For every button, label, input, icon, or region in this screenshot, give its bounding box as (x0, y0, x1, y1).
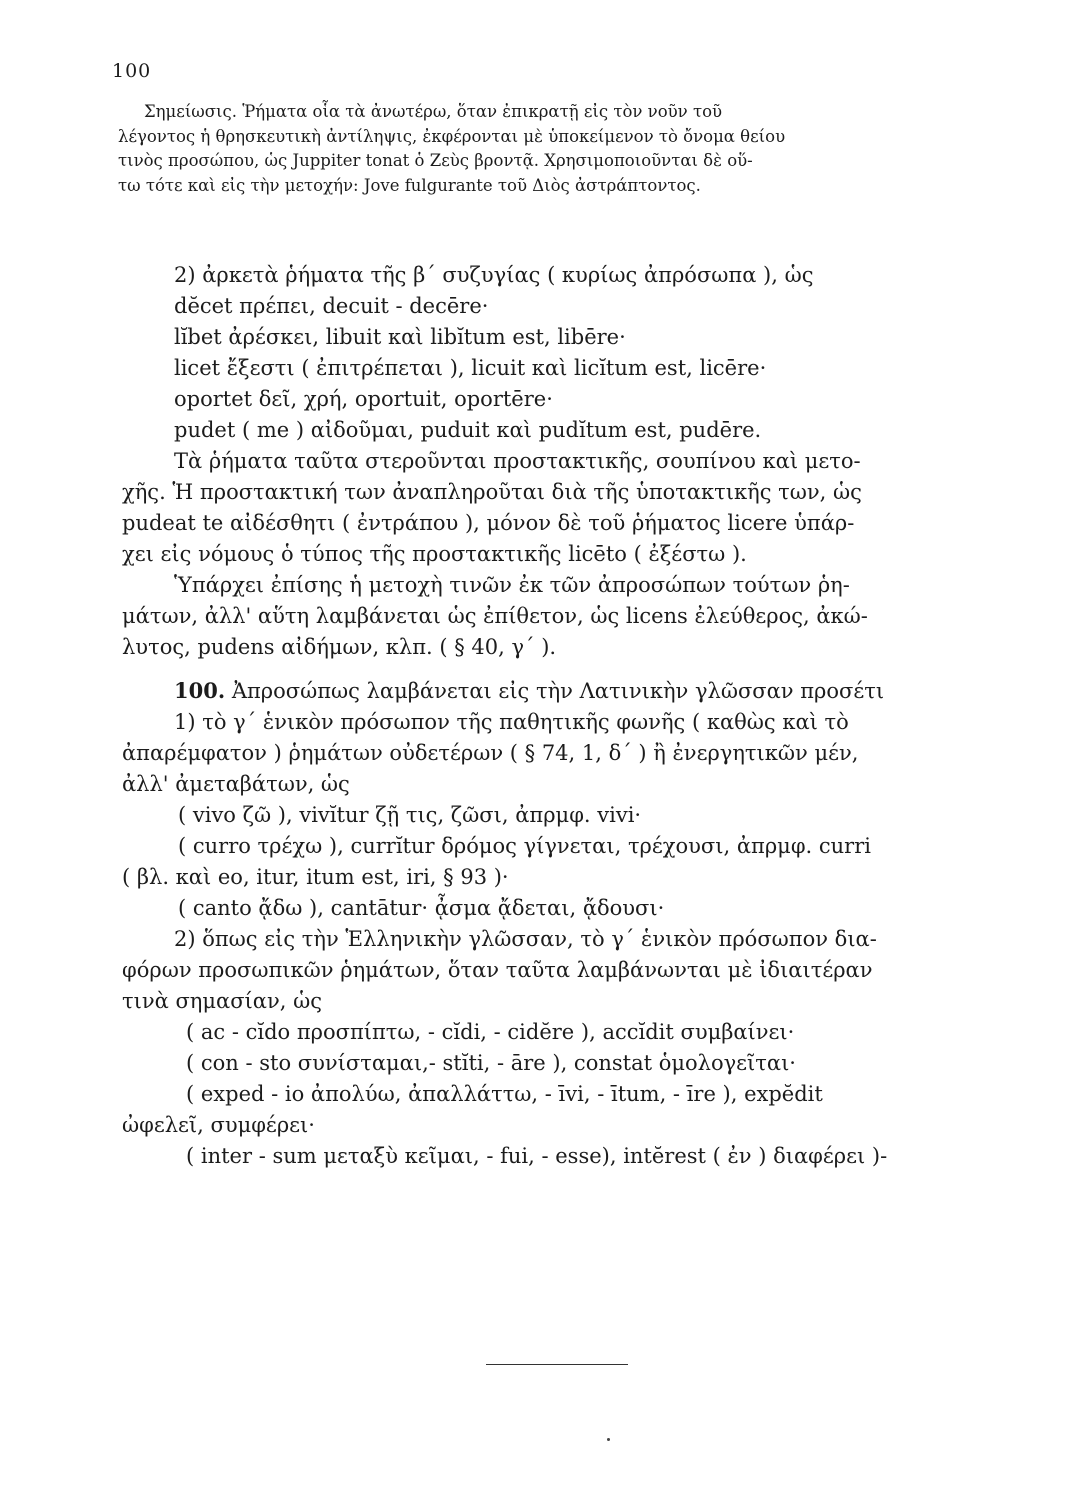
footnote-rule (486, 1364, 628, 1365)
text-line: dĕcet πρέπει, decuit - decēre· (174, 294, 489, 318)
note-line: τινὸς προσώπου, ὡς Juppiter tonat ὁ Ζεὺς βροντᾷ. Χρησιμοποιοῦνται δὲ οὕ- (118, 151, 753, 170)
text-line: pudeat te αἰδέσθητι ( ἐντράπου ), μόνον δὲ τοῦ ῥήματος licere ὑπάρ- (122, 511, 855, 535)
note-line: Σημείωσις. Ῥήματα οἷα τὰ ἀνωτέρω, ὅταν ἐπικρατῇ εἰς τὸν νοῦν τοῦ (144, 102, 723, 121)
example-line: ( exped - io ἀπολύω, ἀπαλλάττω, - īvi, - ītum, - īre ), expĕdit (186, 1082, 823, 1106)
text-line: φόρων προσωπικῶν ῥημάτων, ὅταν ταῦτα λαμβάνωνται μὲ ἰδιαιτέραν (122, 958, 873, 982)
text-line: pudet ( me ) αἰδοῦμαι, puduit καὶ pudĭtum est, pudēre. (174, 418, 762, 442)
example-line: ( vivo ζῶ ), vivĭtur ζῇ τις, ζῶσι, ἀπρμφ. vivi· (178, 803, 642, 827)
text-line: ἀλλ' ἀμεταβάτων, ὡς (122, 772, 350, 796)
example-line: ( ac - cĭdo προσπίπτω, - cĭdi, - cidĕre ), accĭdit συμβαίνει· (186, 1020, 795, 1044)
example-line: ( curro τρέχω ), currĭtur δρόμος γίγνεται, τρέχουσι, ἀπρμφ. curri (178, 834, 871, 858)
text-line: χει εἰς νόμους ὁ τύπος τῆς προστακτικῆς licēto ( ἐξέστω ). (122, 542, 747, 566)
text-line: 1) τὸ γ΄ ἑνικὸν πρόσωπον τῆς παθητικῆς φωνῆς ( καθὼς καὶ τὸ (174, 710, 849, 734)
text-line: Τὰ ῥήματα ταῦτα στεροῦνται προστακτικῆς, σουπίνου καὶ μετο- (174, 449, 861, 473)
ink-dot (607, 1438, 610, 1441)
text-line: μάτων, ἀλλ' αὕτη λαμβάνεται ὡς ἐπίθετον, ὡς licens ἐλεύθερος, ἀκώ- (122, 604, 868, 628)
example-line: ( βλ. καὶ eo, itur, itum est, iri, § 93 )· (122, 865, 509, 889)
text-line: τινὰ σημασίαν, ὡς (122, 989, 322, 1013)
main-text (118, 260, 980, 1172)
section-heading-text: Ἀπροσώπως λαμβάνεται εἰς τὴν Λατινικὴν γλῶσσαν προσέτι (231, 679, 885, 703)
page-number: 100 (112, 60, 152, 82)
example-line: ( con - sto συνίσταμαι,- stĭti, - āre ), constat ὁμολογεῖται· (186, 1051, 796, 1075)
note-line: τω τότε καὶ εἰς τὴν μετοχήν: Jove fulgurante τοῦ Διὸς ἀστράπτοντος. (118, 175, 701, 195)
text-line: Ὑπάρχει ἐπίσης ἡ μετοχὴ τινῶν ἐκ τῶν ἀπροσώπων τούτων ῥη- (174, 573, 850, 597)
example-line: ( inter - sum μεταξὺ κεῖμαι, - fui, - esse), intĕrest ( ἐν ) διαφέρει )- (186, 1144, 888, 1168)
text-line: lĭbet ἀρέσκει, libuit καὶ libĭtum est, libēre· (174, 325, 626, 349)
text-line: 2) ἀρκετὰ ῥήματα τῆς β΄ συζυγίας ( κυρίως ἀπρόσωπα ), ὡς (174, 263, 814, 287)
section-number: 100. (174, 678, 226, 703)
example-line: ὠφελεῖ, συμφέρει· (122, 1113, 315, 1137)
note-line: λέγοντος ἡ θρησκευτικὴ ἀντίληψις, ἐκφέρονται μὲ ὑποκείμενον τὸ ὄνομα θείου (118, 126, 786, 146)
text-line: oportet δεῖ, χρή, oportuit, oportēre· (174, 387, 553, 411)
text-line: 2) ὅπως εἰς τὴν Ἑλληνικὴν γλῶσσαν, τὸ γ΄ ἑνικὸν πρόσωπον δια- (174, 927, 877, 951)
text-line: χῆς. Ἡ προστακτική των ἀναπληροῦται διὰ τῆς ὑποτακτικῆς των, ὡς (122, 480, 862, 504)
section-heading (118, 675, 980, 707)
text-line: licet ἔξεστι ( ἐπιτρέπεται ), licuit καὶ licĭtum est, licēre· (174, 356, 767, 380)
example-line: ( canto ᾄδω ), cantātur· ᾆσμα ᾄδεται, ᾄδουσι· (178, 896, 665, 920)
note-paragraph (118, 100, 960, 198)
text-line: λυτος, pudens αἰδήμων, κλπ. ( § 40, γ΄ ). (122, 635, 557, 659)
text-line: ἀπαρέμφατον ) ῥημάτων οὐδετέρων ( § 74, 1, δ΄ ) ἢ ἐνεργητικῶν μέν, (122, 741, 859, 765)
